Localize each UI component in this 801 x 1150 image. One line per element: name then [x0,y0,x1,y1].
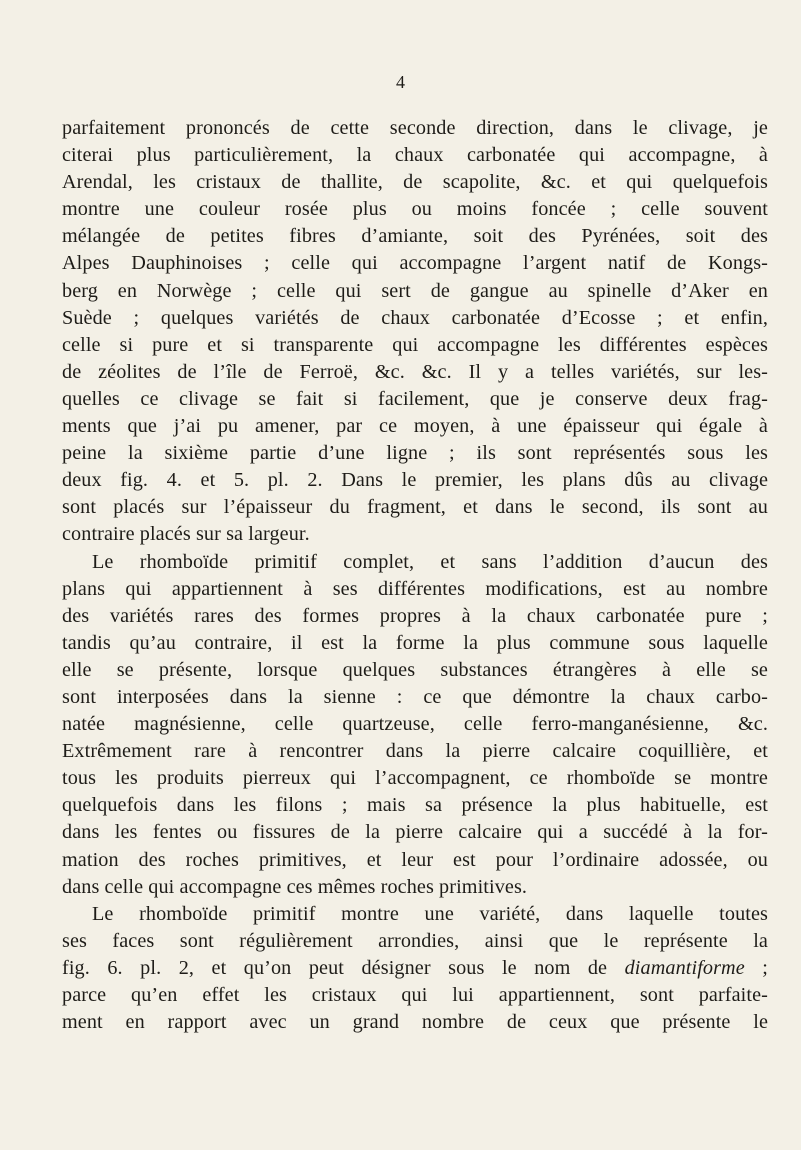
page-number: 4 [396,72,405,92]
text-line: Le rhomboïde primitif montre une variété, dans laquelle toutes [92,902,768,925]
text-line [62,955,768,982]
text-segment: fig. 6. pl. 2, et qu’on peut désigner sous le nom de [62,956,608,979]
text-line: natée magnésienne, celle quartzeuse, celle ferro-manganésienne, &c. [62,713,768,736]
text-line: contraire placés sur sa largeur. [62,523,310,546]
text-line: Alpes Dauphinoises ; celle qui accompagne l’argent natif de Kongs- [62,252,768,275]
text-line: berg en Norwège ; celle qui sert de gangue au spinelle d’Aker en [62,279,768,302]
text-line: quelquefois dans les filons ; mais sa présence la plus habituelle, est [62,794,768,817]
text-line: tandis qu’au contraire, il est la forme la plus commune sous laquelle [62,631,768,654]
text-line: parce qu’en effet les cristaux qui lui appartiennent, sont parfaite- [62,984,768,1006]
text-line: quelles ce clivage se fait si facilement, que je conserve deux frag- [62,387,768,410]
text-line: plans qui appartiennent à ses différentes modifications, est au nombre [62,577,768,600]
text-line: sont interposées dans la sienne : ce que démontre la chaux carbo- [62,685,768,708]
text-line: sont placés sur l’épaisseur du fragment, et dans le second, ils sont au [62,496,768,519]
text-line: citerai plus particulièrement, la chaux carbonatée qui accompagne, à [62,144,768,167]
text-line: Extrêmement rare à rencontrer dans la pierre calcaire coquillière, et [62,740,768,763]
text-segment: ; [744,956,768,979]
body-text [62,115,768,1036]
text-line: Le rhomboïde primitif complet, et sans l’addition d’aucun des [92,550,768,573]
text-line: parfaitement prononcés de cette seconde direction, dans le clivage, je [62,117,768,139]
text-line: ments que j’ai pu amener, par ce moyen, à une épaisseur qui égale à [62,415,768,438]
text-line: Arendal, les cristaux de thallite, de scapolite, &c. et qui quelquefois [62,171,768,194]
text-line: dans celle qui accompagne ces mêmes roches primitives. [62,875,528,898]
italic-term: diamantiforme [624,956,745,979]
text-line: des variétés rares des formes propres à la chaux carbonatée pure ; [62,604,768,627]
text-line: deux fig. 4. et 5. pl. 2. Dans le premier, les plans dûs au clivage [62,469,768,492]
text-line: ment en rapport avec un grand nombre de ceux que présente le [62,1011,768,1034]
text-line: dans les fentes ou fissures de la pierre calcaire qui a succédé à la for- [62,821,768,844]
text-line: tous les produits pierreux qui l’accompagnent, ce rhomboïde se montre [62,767,768,790]
text-line: peine la sixième partie d’une ligne ; ils sont représentés sous les [62,442,768,465]
text-line: ses faces sont régulièrement arrondies, ainsi que le représente la [62,929,768,952]
text-line: celle si pure et si transparente qui accompagne les différentes espèces [62,333,768,356]
text-line: de zéolites de l’île de Ferroë, &c. &c. Il y a telles variétés, sur les- [62,360,768,383]
text-line: mélangée de petites fibres d’amiante, soit des Pyrénées, soit des [62,225,768,248]
text-line: Suède ; quelques variétés de chaux carbonatée d’Ecosse ; et enfin, [62,306,768,329]
text-line: elle se présente, lorsque quelques substances étrangères à elle se [62,658,768,681]
text-line: montre une couleur rosée plus ou moins foncée ; celle souvent [62,198,768,221]
text-line: mation des roches primitives, et leur est pour l’ordinaire adossée, ou [62,848,768,871]
